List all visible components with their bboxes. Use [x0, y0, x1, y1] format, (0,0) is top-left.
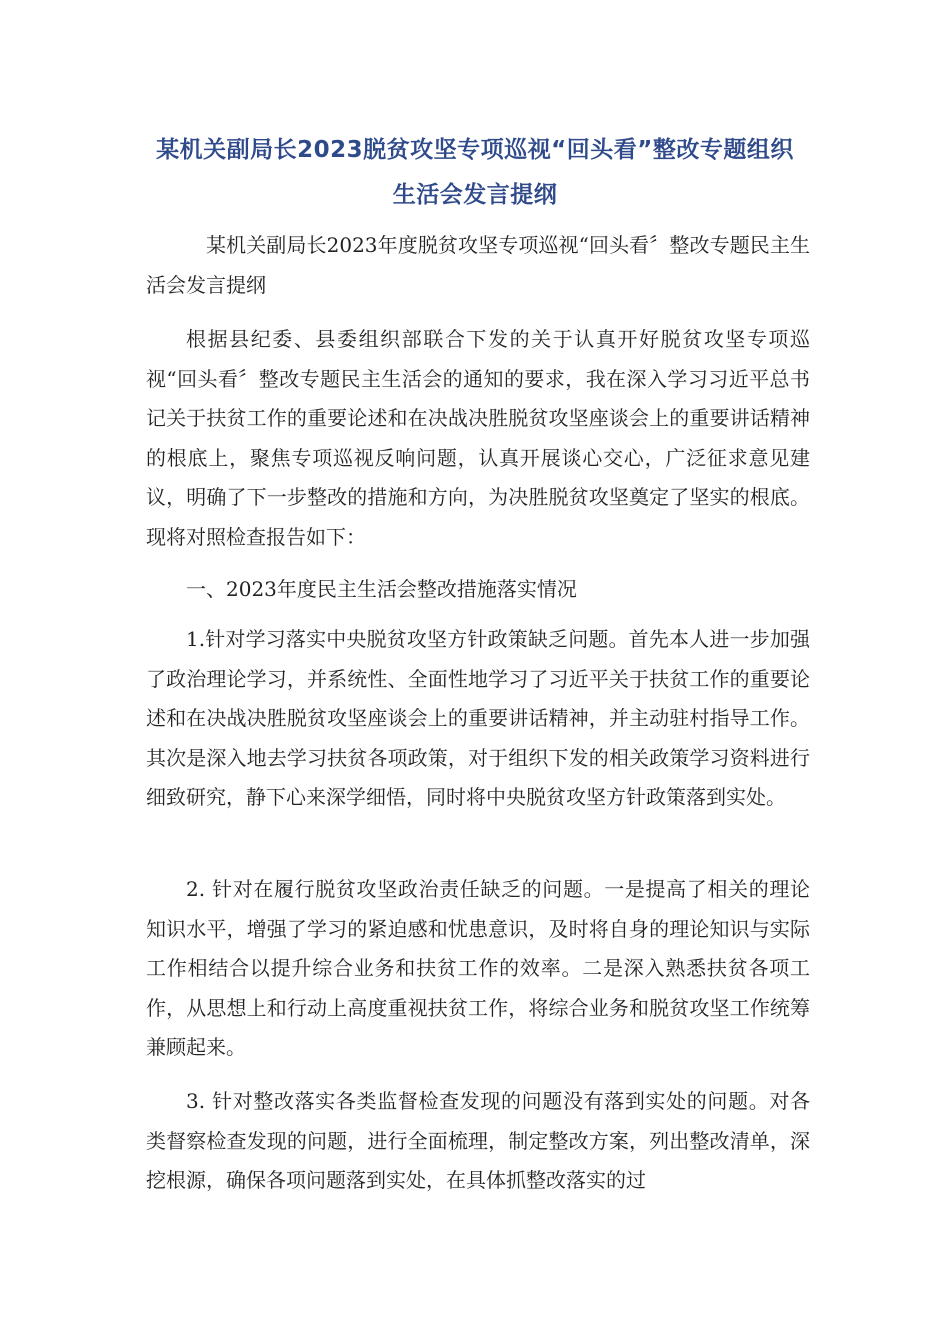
paragraph-intro: 根据县纪委、县委组织部联合下发的关于认真开好脱贫攻坚专项巡视“回头看〞整改专题民主生活会的通知的要求，我在深入学习习近平总书记关于扶贫工作的重要论述和在决战决胜脱贫攻坚座谈会上的重要讲话精神的根底上，聚焦专项巡视反响问题，认真开展谈心交心，广泛征求意见建议，明确了下一步整改的措施和方向，为决胜脱贫攻坚奠定了坚实的根底。现将对照检查报告如下： — [146, 327, 810, 549]
document-subtitle: 某机关副局长2023年度脱贫攻坚专项巡视“回头看〞整改专题民主生活会发言提纲 — [146, 233, 810, 297]
document-title-line-1: 某机关副局长2023脱贫攻坚专项巡视“回头看”整改专题组织 — [156, 137, 794, 163]
paragraph-item-2: 2. 针对在履行脱贫攻坚政治责任缺乏的问题。一是提高了相关的理论知识水平，增强了学习的紧迫感和忧患意识，及时将自身的理论知识与实际工作相结合以提升综合业务和扶贫工作的效率。二是深入熟悉扶贫各项工作，从思想上和行动上高度重视扶贫工作，将综合业务和脱贫攻坚工作统筹兼顾起来。 — [146, 877, 810, 1059]
section-heading-1: 一、2023年度民主生活会整改措施落实情况 — [186, 577, 577, 601]
document-title-line-2: 生活会发言提纲 — [392, 182, 558, 208]
paragraph-item-3: 3. 针对整改落实各类监督检查发现的问题没有落到实处的问题。对各类督察检查发现的问题，进行全面梳理，制定整改方案，列出整改清单，深挖根源，确保各项问题落到实处，在具体抓整改落实的过 — [146, 1089, 810, 1192]
paragraph-item-1: 1.针对学习落实中央脱贫攻坚方针政策缺乏问题。首先本人进一步加强了政治理论学习，并系统性、全面性地学习了习近平关于扶贫工作的重要论述和在决战决胜脱贫攻坚座谈会上的重要讲话精神，并主动驻村指导工作。其次是深入地去学习扶贫各项政策，对于组织下发的相关政策学习资料进行细致研究，静下心来深学细悟，同时将中央脱贫攻坚方针政策落到实处。 — [146, 627, 810, 809]
